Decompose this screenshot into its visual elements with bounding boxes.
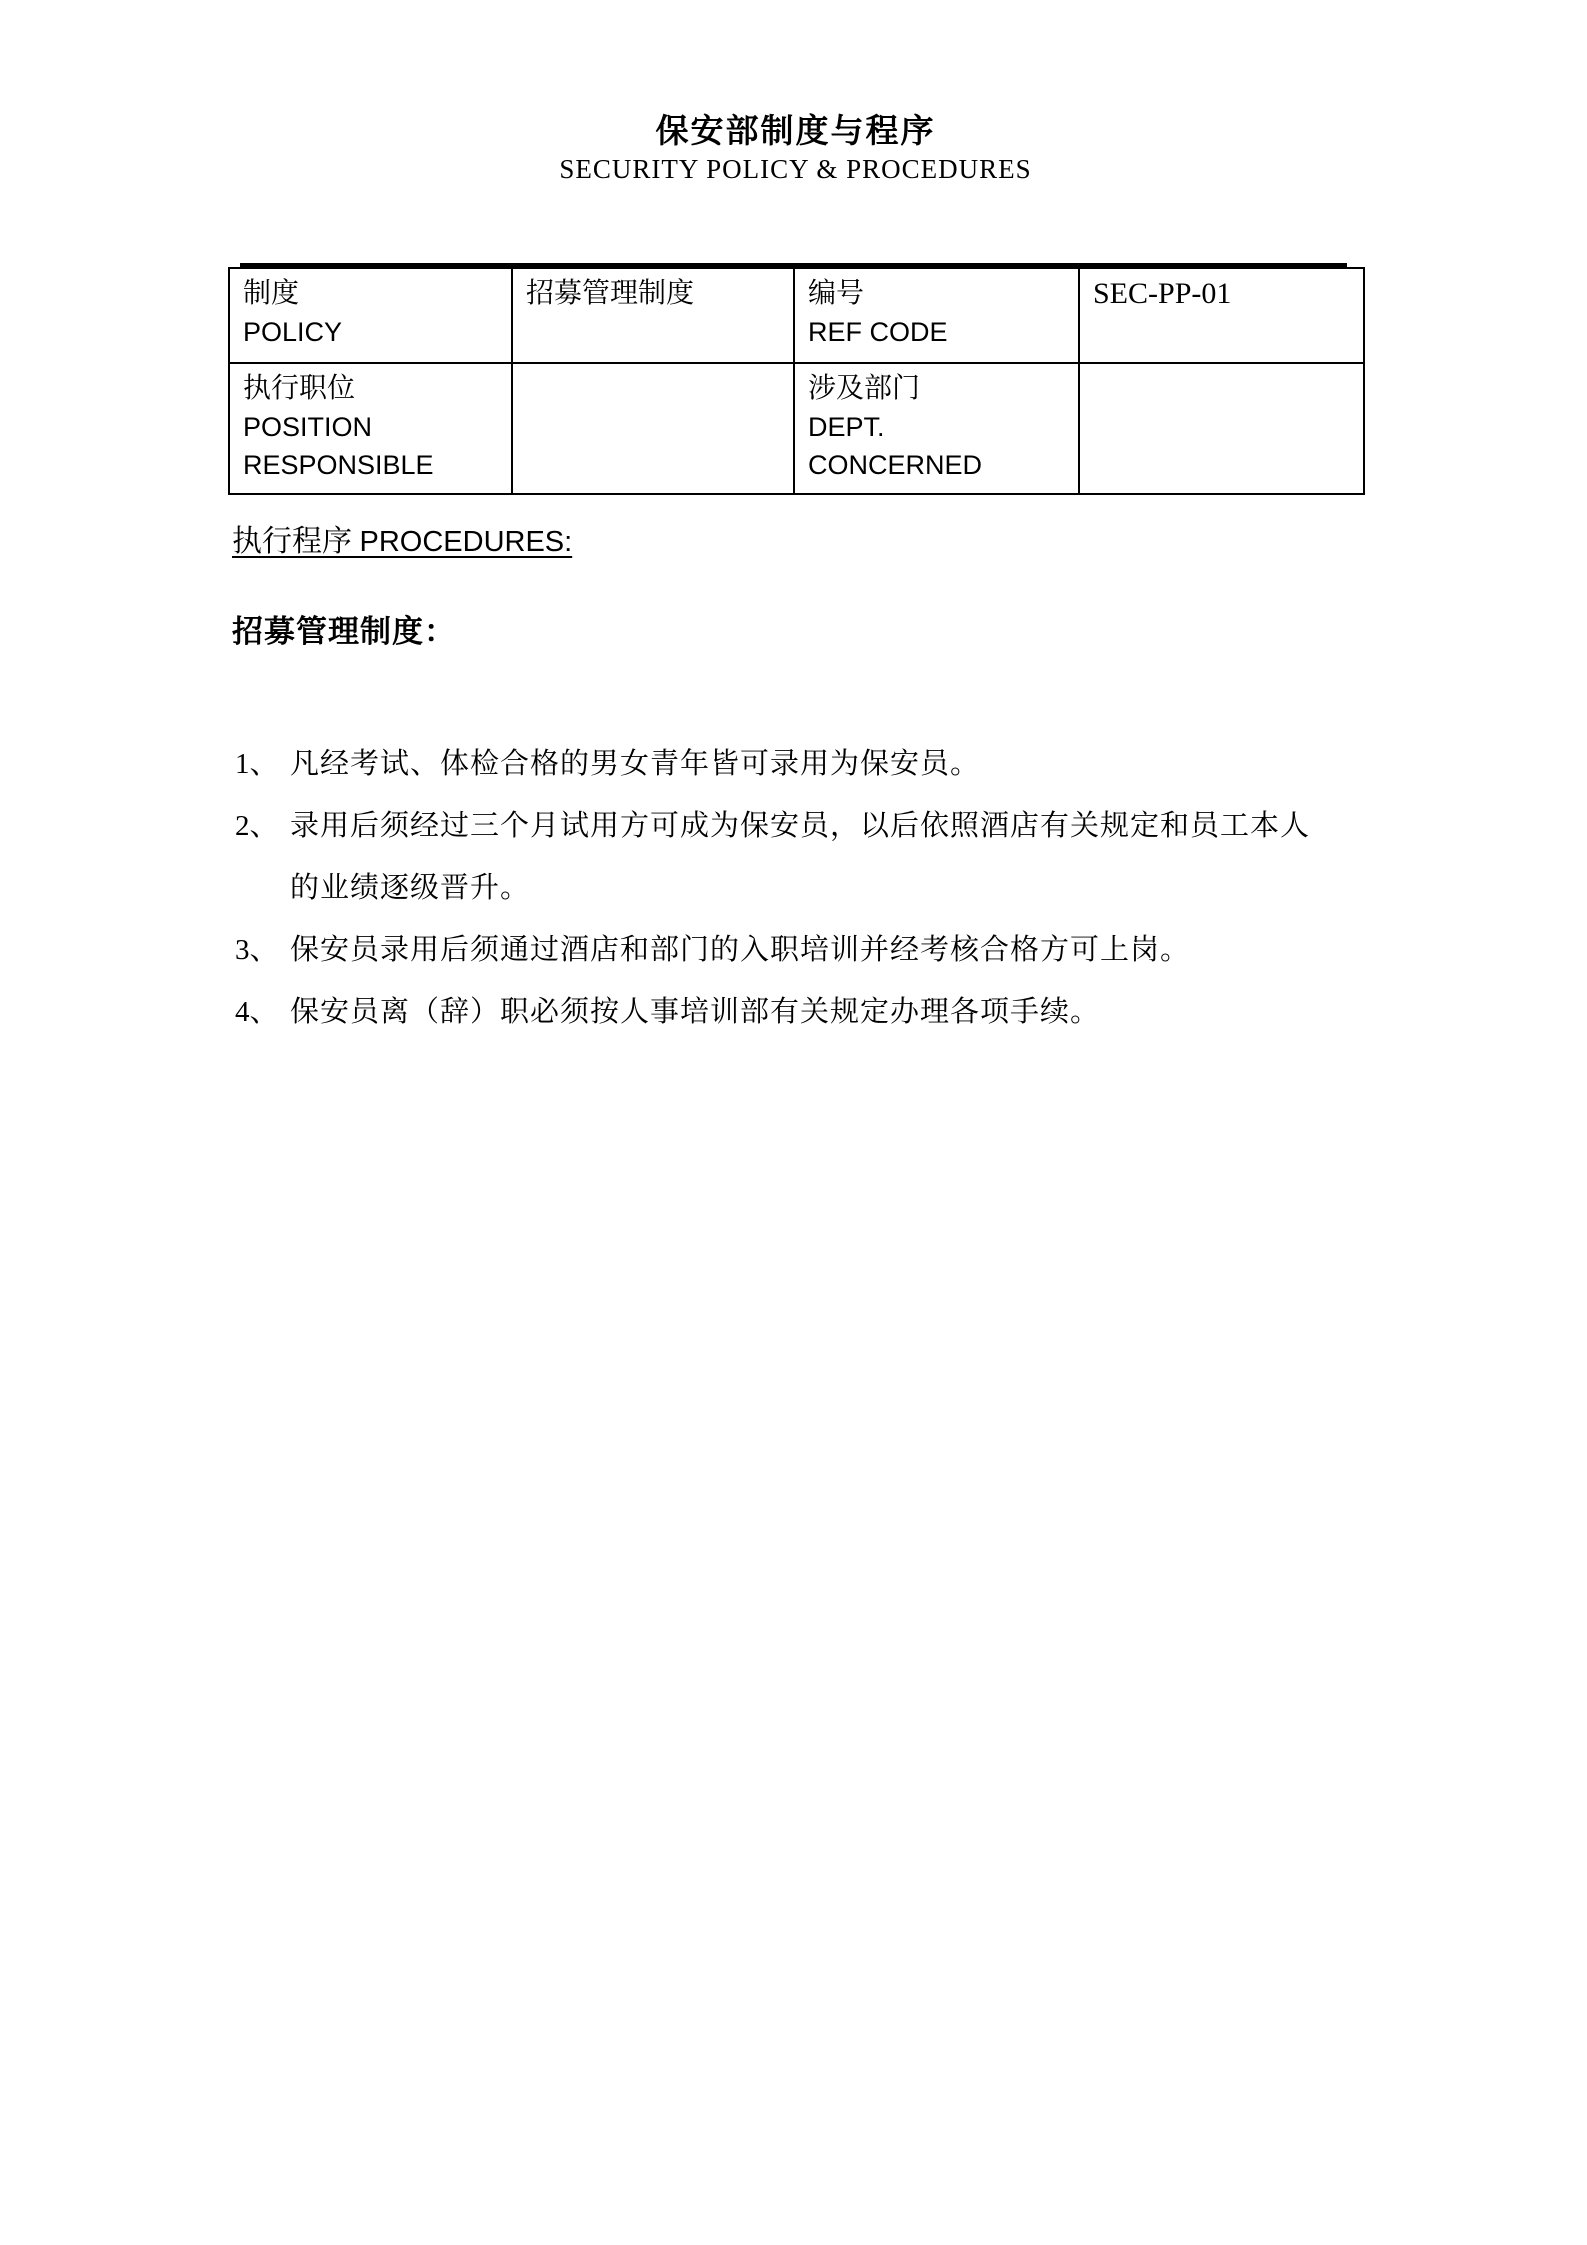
procedure-list <box>228 733 1335 1043</box>
position-label-en2: RESPONSIBLE <box>243 450 434 480</box>
policy-label-en: POLICY <box>243 317 343 347</box>
procedures-subheading: 招募管理制度： <box>232 614 456 649</box>
item-number: 1、 <box>235 748 279 780</box>
dept-label-en1: DEPT. <box>808 412 885 442</box>
position-label-cell <box>229 363 512 494</box>
document-title-zh: 保安部制度与程序 <box>655 114 936 150</box>
list-item <box>228 919 1335 981</box>
position-label-en1: POSITION <box>243 412 373 442</box>
policy-label-zh: 制度 <box>243 278 300 309</box>
list-item <box>228 981 1335 1043</box>
ref-code-label-zh: 编号 <box>808 278 865 309</box>
document-title-en: SECURITY POLICY & PROCEDURES <box>559 154 1032 184</box>
ref-code-value: SEC-PP-01 <box>1093 277 1232 310</box>
position-value-cell <box>512 363 794 494</box>
policy-value-cell <box>512 268 794 363</box>
procedures-heading-zh: 执行程序 <box>232 525 352 558</box>
item-text: 凡经考试、体检合格的男女青年皆可录用为保安员。 <box>290 748 981 780</box>
dept-label-cell <box>794 363 1079 494</box>
item-text: 保安员录用后须通过酒店和部门的入职培训并经考核合格方可上岗。 <box>290 934 1191 966</box>
table-row <box>229 363 1364 494</box>
item-number: 2、 <box>235 810 279 842</box>
item-text: 录用后须经过三个月试用方可成为保安员，以后依照酒店有关规定和员工本人的业绩逐级晋升。 <box>290 810 1311 904</box>
table-row <box>229 268 1364 363</box>
dept-label-en2: CONCERNED <box>808 450 983 480</box>
ref-code-label-en: REF CODE <box>808 317 948 347</box>
list-item <box>228 795 1335 919</box>
ref-code-label-cell <box>794 268 1079 363</box>
dept-label-zh: 涉及部门 <box>808 373 921 404</box>
item-number: 4、 <box>235 996 279 1028</box>
policy-value: 招募管理制度 <box>526 278 695 309</box>
item-text: 保安员离（辞）职必须按人事培训部有关规定办理各项手续。 <box>290 996 1101 1028</box>
ref-code-value-cell <box>1079 268 1364 363</box>
procedures-heading <box>232 520 572 564</box>
policy-info-table <box>228 267 1365 495</box>
position-label-zh: 执行职位 <box>243 373 356 404</box>
dept-value-cell <box>1079 363 1364 494</box>
list-item <box>228 733 1335 795</box>
policy-label-cell <box>229 268 512 363</box>
procedures-heading-en: PROCEDURES: <box>359 526 573 558</box>
item-number: 3、 <box>235 934 279 966</box>
